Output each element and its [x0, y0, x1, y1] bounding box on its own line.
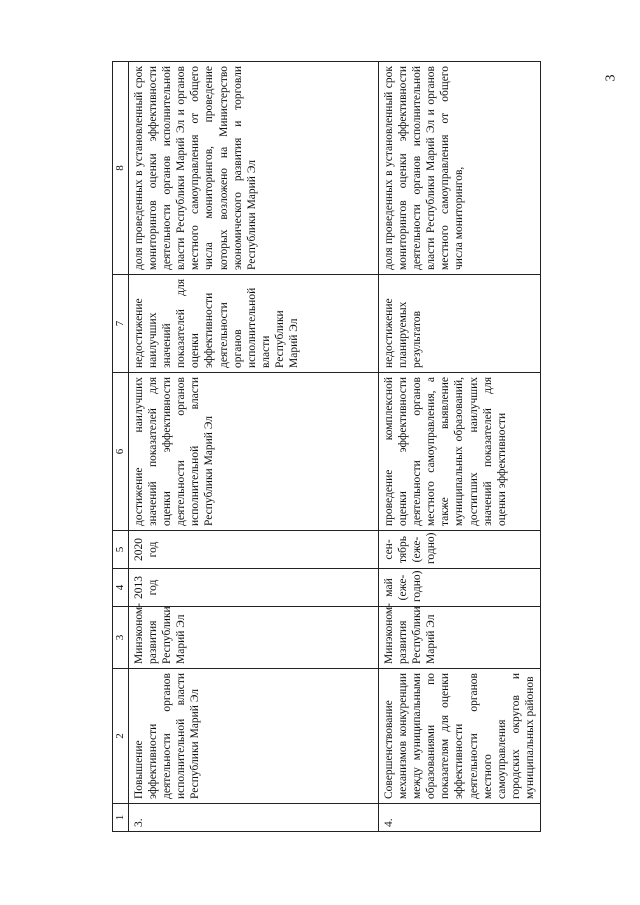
- consequences: недостижение планируемых результатов: [379, 275, 540, 373]
- page-number: 3: [603, 74, 619, 82]
- column-header: 4: [113, 569, 129, 607]
- table-row: [129, 62, 379, 832]
- start-date: май (еже-годно): [379, 569, 540, 607]
- measure-name: Повышение эффективности деятельности органов исполнительной власти Республики Марий Эл: [129, 669, 379, 804]
- header-row: [113, 62, 129, 832]
- column-header: 8: [113, 62, 129, 275]
- executor: Минэконом-развития Республики Марий Эл: [379, 607, 540, 669]
- end-date: 2020 год: [129, 531, 379, 569]
- executor: Минэконом-развития Республики Марий Эл: [129, 607, 379, 669]
- expected-result: проведение комплексной оценки эффективности деятельности органов местного самоуправления, а также выявление муниципальных образований, достигших наилучших значений показателей для оценки эффективности: [379, 373, 540, 531]
- consequences: недостижение наилучших значений показателей для оценки эффективности деятельности органов исполнительной власти Республики Марий Эл: [129, 275, 379, 373]
- start-date: 2013 год: [129, 569, 379, 607]
- column-header: 3: [113, 607, 129, 669]
- expected-result: достижение наилучших значений показателей для оценки эффективности деятельности органов исполнительной власти Республики Марий Эл: [129, 373, 379, 531]
- column-header: 1: [113, 804, 129, 832]
- column-header: 2: [113, 669, 129, 804]
- indicator-link: доля проведенных в установленный срок мониторингов оценки эффективности деятельности органов исполнительной власти Республики Марий Эл и органов местного самоуправления от общего числа мониторингов,: [379, 62, 540, 275]
- measures-table-sheet: [112, 62, 536, 832]
- end-date: сен-тябрь (еже-годно): [379, 531, 540, 569]
- measure-name: Совершенствование механизмов конкуренции между муниципальными образованиями по показателям для оценки эффективности деятельности органов местного самоуправления городских округов и муниципальных районов: [379, 669, 540, 804]
- row-number: 3.: [129, 804, 379, 832]
- measures-table: [112, 61, 541, 832]
- row-number: 4.: [379, 804, 540, 832]
- table-row: [379, 62, 540, 832]
- column-header: 5: [113, 531, 129, 569]
- column-header: 7: [113, 275, 129, 373]
- column-header: 6: [113, 373, 129, 531]
- indicator-link: доля проведенных в установленный срок мониторингов оценки эффективности деятельности органов исполнительной власти Республики Марий Эл и органов местного самоуправления от общего числа мониторингов, проведение которых возложено на Министерство экономического развития и торговли Республики Марий Эл: [129, 62, 379, 275]
